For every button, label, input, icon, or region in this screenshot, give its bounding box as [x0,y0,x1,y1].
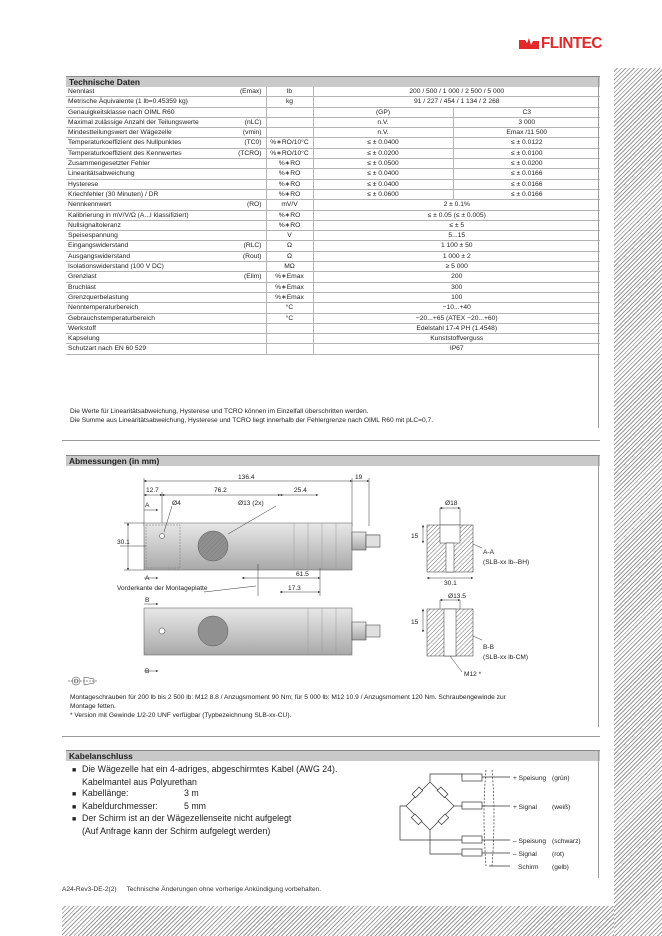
square-bullet-icon: ■ [72,803,77,811]
label-phi4: Ø4 [172,500,181,507]
tech-right-rule [598,76,599,428]
dims-note-2: Montage fetten. [70,703,116,710]
wire-signal-plus-color: (weiß) [552,804,571,811]
spec-value-1: ≤ ± 0.0200 [313,148,453,158]
section-b-b [423,600,482,672]
spec-value: ≥ 5 000 [313,262,600,272]
spec-symbol [262,221,264,230]
cable-item-value: 3 m [184,788,199,799]
wire-signal-minus-color: (rot) [552,851,565,858]
spec-value: 200 [313,272,600,282]
dims-note-1: Montageschrauben für 200 lb bis 2 500 lb: M12 8.8 / Anzugsmoment 90 Nm; für 5 000 lb: M12 10.9 / Anzugsmoment 120 Nm. Schraubengewinde zur [70,694,506,701]
dim-17-3: 17.3 [288,585,301,592]
spec-label: Zusammengesetzter Fehler [68,160,150,168]
spec-value-1: ≤ ± 0.0400 [313,169,453,179]
square-bullet-icon: ■ [72,767,77,774]
spec-row [66,159,600,169]
spec-symbol [262,303,264,312]
section-divider [62,736,600,737]
spec-table [66,87,600,355]
spec-label: Nenntemperaturbereich [68,304,139,312]
spec-unit: mV/V [266,200,313,210]
spec-row [66,138,600,148]
spec-value-1: n.V. [313,117,453,127]
spec-row [66,334,600,344]
spec-value-2: Emax /11 500 [453,128,600,138]
spec-row [66,200,600,210]
cable-list-item [72,764,372,777]
wire-speisung-plus: + Speisung [513,775,547,782]
spec-unit [266,117,313,127]
tech-note-1: Die Werte für Linearitätsabweichung, Hysterese und TCRO können im Einzelfall überschritten werden. [70,408,369,415]
spec-value-2: ≤ ± 0.0200 [453,159,600,169]
spec-value: −10...+40 [313,303,600,313]
spec-symbol [262,108,264,117]
label-a-bottom: A [145,575,150,582]
cable-list-item [72,777,372,789]
label-b-bottom: B [145,668,150,675]
spec-value-1: (GP) [313,107,453,117]
spec-label: Bruchlast [68,283,96,291]
spec-unit: MΩ [266,262,313,272]
spec-unit [266,323,313,333]
spec-row [66,179,600,189]
spec-row [66,344,600,354]
spec-unit: %∗RO [266,179,313,189]
spec-row [66,292,600,302]
spec-label: Schutzart nach EN 60 529 [68,345,147,353]
spec-unit [266,334,313,344]
spec-value: −20...+65 (ATEX −20...+60) [313,313,600,323]
spec-symbol: (RLC) [243,242,262,250]
spec-unit: %∗Emax [266,282,313,292]
dim-15-b: 15 [411,619,419,626]
spec-label: Ausgangswiderstand [68,252,131,260]
spec-label: Eingangswiderstand [68,242,129,250]
label-section-a-a: A-A [483,549,494,556]
spec-row [66,220,600,230]
spec-value: Edelstahl 17-4 PH (1.4548) [313,323,600,333]
spec-label: Temperaturkoeffizient des Nullpunktes [68,139,182,147]
cable-list-item [72,813,372,826]
spec-label: Kalibrierung in mV/V/Ω (A...I klassifiziert) [68,211,189,219]
spec-symbol [262,159,264,168]
dim-15-a: 15 [411,533,419,540]
spec-label: Mindestteilungswert der Wägezelle [68,129,172,137]
label-vorderkante: Vorderkante der Montageplatte [117,585,208,592]
spec-unit: %∗RO [266,159,313,169]
dim-19: 19 [355,474,363,481]
cable-list-item [72,801,372,814]
spec-unit: Ω [266,251,313,261]
label-section-a-a-sub: (SLB-xx lb--BH) [483,559,530,566]
square-bullet-icon [72,826,82,838]
spec-row [66,148,600,158]
wiring-diagram [396,764,602,872]
spec-value: 100 [313,292,600,302]
spec-row [66,323,600,333]
label-b-top: B [145,597,150,604]
spec-label: Temperaturkoeffizient des Kennwertes [68,149,182,157]
spec-row [66,282,600,292]
flintec-logo-mark-icon [519,37,539,51]
spec-label: Maximal zulässige Anzahl der Teilungswerte [68,118,199,126]
spec-row [66,231,600,241]
spec-value: 300 [313,282,600,292]
spec-row [66,272,600,282]
spec-unit: %∗Emax [266,272,313,282]
spec-value: 1 000 ± 2 [313,251,600,261]
spec-unit: Ω [266,241,313,251]
spec-symbol [262,324,264,333]
spec-value-1: ≤ ± 0.0500 [313,159,453,169]
wire-signal-plus: + Signal [513,804,538,811]
spec-value-1: ≤ ± 0.0400 [313,179,453,189]
spec-value-2: ≤ ± 0.0166 [453,179,600,189]
spec-row [66,97,600,107]
spec-unit: %∗RO/10°C [266,148,313,158]
spec-value-2: ≤ ± 0.0122 [453,138,600,148]
square-bullet-icon [72,777,82,789]
section-heading-dims: Abmessungen (in mm) [66,455,600,466]
label-phi18: Ø18 [445,500,458,507]
section-heading-tech: Technische Daten [66,76,600,87]
spec-label: Kapselung [68,335,100,343]
spec-row [66,169,600,179]
footer-doc-id: A24-Rev3-DE-2(2) [62,886,117,893]
spec-label: Gebrauchstemperaturbereich [68,314,155,322]
dim-61-5: 61.5 [296,571,309,578]
cable-item-text: (Auf Anfrage kann der Schirm aufgelegt werden) [82,825,271,836]
spec-value-2: ≤ ± 0.0166 [453,189,600,199]
spec-unit: %∗Emax [266,292,313,302]
tech-note-2: Die Summe aus Linearitätsabweichung, Hysterese und TCRO liegt innerhalb der Fehlergrenze nach OIML R60 mit pLC=0,7. [70,417,434,424]
spec-label: Kriechfehler (30 Minuten) / DR [68,190,159,198]
section-heading-cable: Kabelanschluss [66,750,600,761]
projection-symbol-icon [68,677,98,685]
spec-row [66,303,600,313]
spec-label: Metrische Äquivalente (1 lb=0.45359 kg) [68,98,188,106]
spec-unit: %∗RO [266,189,313,199]
spec-row [66,107,600,117]
spec-label: Werkstoff [68,324,96,332]
spec-value-1: ≤ ± 0.0600 [313,189,453,199]
spec-label: Isolationswiderstand (100 V DC) [68,263,164,271]
spec-row [66,241,600,251]
spec-unit: °C [266,303,313,313]
square-bullet-icon: ■ [72,791,77,799]
label-phi13-5: Ø13.5 [448,593,466,600]
decorative-hatch-right [614,68,662,936]
spec-symbol [262,283,264,292]
spec-label: Nennkennwert [68,201,112,209]
spec-symbol [262,97,264,106]
dim-25-4: 25.4 [294,487,307,494]
cable-spec-list [72,764,372,838]
spec-symbol [262,293,264,302]
spec-symbol: (RO) [247,201,262,209]
spec-symbol [262,169,264,178]
cable-item-text: Kabelmantel aus Polyurethan [82,776,197,787]
dims-note-3: * Version mit Gewinde 1/2-20 UNF verfügbar (Typbezeichnung SLB-xx-CU). [70,712,292,719]
spec-label: Genauigkeitsklasse nach OIML R60 [68,108,175,116]
spec-unit: %∗RO [266,220,313,230]
label-a-top: A [145,502,150,509]
spec-symbol: (TCRO) [238,149,262,157]
spec-value-1: ≤ ± 0.0400 [313,138,453,148]
spec-symbol [262,190,264,199]
label-section-b-b: B-B [483,644,494,651]
spec-symbol [262,211,264,220]
wire-schirm: Schirm [518,864,539,871]
dim-30-1-b: 30.1 [444,580,457,587]
cable-item-text: Kabellänge: [82,788,129,799]
spec-row [66,210,600,220]
spec-value-2: ≤ ± 0.0166 [453,169,600,179]
spec-unit [266,128,313,138]
spec-value: 200 / 500 / 1 000 / 2 500 / 5 000 [313,87,600,97]
dim-76-2: 76.2 [214,487,227,494]
decorative-hatch-bottom [62,906,614,936]
spec-label: Speisespannung [68,232,118,240]
label-section-b-b-sub: (SLB-xx lb-CM) [483,654,529,661]
spec-symbol: (Elim) [244,273,262,281]
wire-speisung-minus-color: (schwarz) [552,838,581,845]
spec-unit: lb [266,87,313,97]
spec-symbol: (vmin) [242,129,262,137]
spec-value-1: n.V. [313,128,453,138]
wire-speisung-plus-color: (grün) [552,775,570,782]
spec-value: 91 / 227 / 454 / 1 134 / 2 268 [313,97,600,107]
spec-symbol: (Rout) [242,252,262,260]
spec-unit: %∗RO [266,210,313,220]
top-view [120,478,380,596]
spec-unit: °C [266,313,313,323]
cable-list-item [72,788,372,801]
spec-value-2: 3 000 [453,117,600,127]
cable-list-item [72,826,372,838]
square-bullet-icon: ■ [72,816,77,824]
wire-speisung-minus: – Speisung [513,838,546,845]
bottom-view [144,604,380,671]
spec-row [66,87,600,97]
section-a-a [423,508,482,578]
spec-value: 1 100 ± 50 [313,241,600,251]
spec-row [66,128,600,138]
label-phi13: Ø13 (2x) [238,500,264,507]
spec-label: Grenzlast [68,273,97,281]
footer [62,886,321,893]
spec-symbol: (nLC) [244,118,262,126]
spec-symbol [262,314,264,323]
dim-30-1: 30.1 [117,539,130,546]
cable-item-text: Kabeldurchmesser: [82,800,158,811]
spec-value: ≤ ± 5 [313,220,600,230]
spec-symbol: (Emax) [239,88,262,95]
dim-136-4: 136.4 [238,474,255,481]
spec-unit [266,107,313,117]
spec-value: Kunststoffverguss [313,334,600,344]
dim-12-7: 12.7 [146,487,159,494]
spec-unit: %∗RO/10°C [266,138,313,148]
spec-row [66,189,600,199]
spec-row [66,251,600,261]
wire-schirm-color: (gelb) [552,864,569,871]
spec-unit: kg [266,97,313,107]
spec-row [66,313,600,323]
spec-value: ≤ ± 0.05 (≤ ± 0.005) [313,210,600,220]
spec-row [66,262,600,272]
spec-label: Linearitätsabweichung [68,170,135,178]
spec-symbol [262,344,264,353]
cable-item-text: Der Schirm ist an der Wägezellenseite nicht aufgelegt [82,813,292,824]
spec-value: IP67 [313,344,600,354]
brand-name: FLINTEC [541,35,602,52]
spec-label: Hysterese [68,180,99,188]
spec-value-2: C3 [453,107,600,117]
spec-label: Grenzquerbelastung [68,293,129,301]
spec-symbol [262,262,264,271]
spec-symbol [262,334,264,343]
label-m12: M12 * [464,671,482,678]
spec-unit: V [266,231,313,241]
brand-logo [519,34,605,54]
spec-value-2: ≤ ± 0.0100 [453,148,600,158]
footer-disclaimer: Technische Änderungen ohne vorherige Ankündigung vorbehalten. [126,886,322,893]
spec-label: Nullsignaltoleranz [68,221,121,229]
wire-signal-minus: – Signal [513,851,537,858]
spec-value: 2 ± 0.1% [313,200,600,210]
spec-row [66,117,600,127]
dimension-drawing [62,468,602,690]
spec-symbol: (TC0) [244,139,262,147]
cable-item-value: 5 mm [184,800,206,811]
spec-label: Nennlast [68,88,95,95]
spec-value: 5...15 [313,231,600,241]
spec-symbol [262,231,264,240]
spec-unit [266,344,313,354]
cable-item-text: Die Wägezelle hat ein 4-adriges, abgeschirmtes Kabel (AWG 24). [82,764,338,774]
spec-symbol [262,180,264,189]
section-divider [62,440,600,441]
spec-unit: %∗RO [266,169,313,179]
